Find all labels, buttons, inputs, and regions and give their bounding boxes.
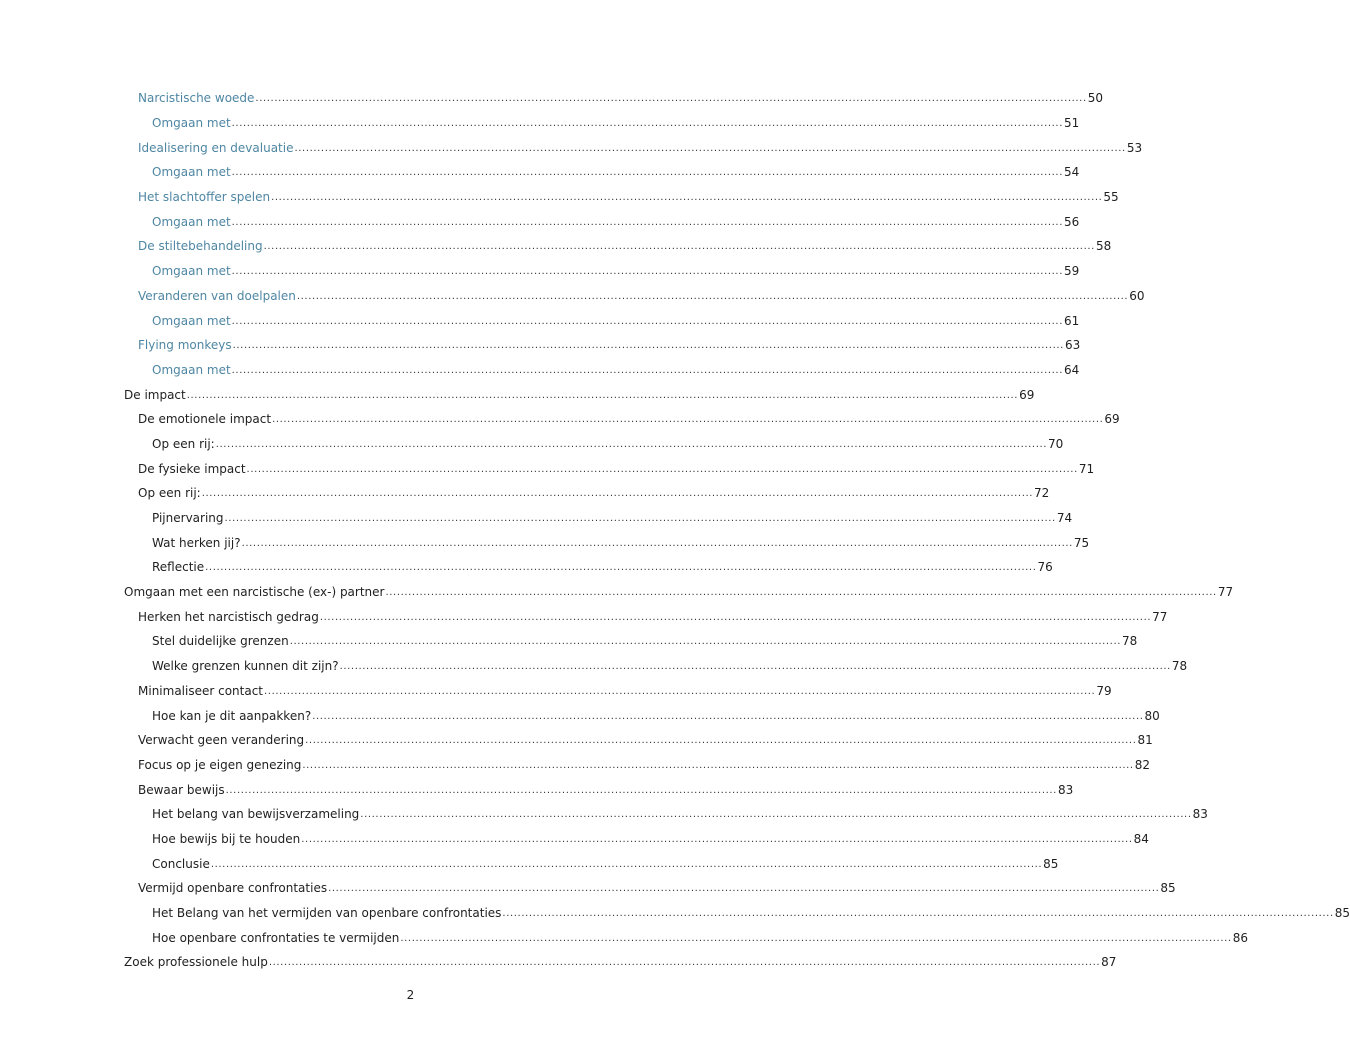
toc-entry bbox=[0, 407, 1120, 432]
dot-leader: ............................................................................................................................................................................................................................ bbox=[255, 93, 1087, 105]
toc-entry bbox=[0, 382, 1035, 407]
toc-entry-page: 53 bbox=[1126, 140, 1143, 155]
toc-entry-title: Zoek professionele hulp bbox=[124, 955, 268, 970]
toc-entry-title[interactable]: Omgaan met bbox=[152, 362, 231, 377]
dot-leader: ............................................................................................................................................................................................................................ bbox=[225, 784, 1057, 796]
toc-entry-page: 77 bbox=[1152, 609, 1168, 624]
toc-entry-page: 77 bbox=[1217, 585, 1234, 600]
toc-entry[interactable] bbox=[0, 259, 1080, 284]
toc-entry-title: Vermijd openbare confrontaties bbox=[138, 881, 328, 896]
toc-entry[interactable] bbox=[0, 358, 1080, 383]
toc-entry-title: Welke grenzen kunnen dit zijn? bbox=[152, 659, 339, 674]
toc-entry-title[interactable]: Flying monkeys bbox=[138, 338, 232, 353]
dot-leader: ............................................................................................................................................................................................................................ bbox=[339, 661, 1171, 673]
toc-entry bbox=[0, 679, 1112, 704]
toc-entry-title: Het belang van bewijsverzameling bbox=[152, 807, 360, 822]
dot-leader: ............................................................................................................................................................................................................................ bbox=[502, 908, 1334, 920]
dot-leader: ............................................................................................................................................................................................................................ bbox=[271, 192, 1103, 204]
toc-entry[interactable] bbox=[0, 135, 1143, 160]
dot-leader: ............................................................................................................................................................................................................................ bbox=[400, 932, 1232, 944]
toc-entry-page: 60 bbox=[1129, 288, 1145, 303]
toc-entry-title: Verwacht geen verandering bbox=[138, 733, 305, 748]
toc-entry-page: 87 bbox=[1101, 955, 1117, 970]
toc-entry-title: Hoe kan je dit aanpakken? bbox=[152, 708, 312, 723]
toc-entry-page: 69 bbox=[1019, 387, 1035, 402]
toc-entry-page: 85 bbox=[1160, 881, 1176, 896]
dot-leader: ............................................................................................................................................................................................................................ bbox=[210, 858, 1043, 870]
toc-entry bbox=[0, 777, 1074, 802]
dot-leader: ............................................................................................................................................................................................................................ bbox=[272, 414, 1104, 426]
toc-entry-page: 63 bbox=[1064, 338, 1081, 353]
toc-entry-title[interactable]: Het slachtoffer spelen bbox=[138, 190, 271, 205]
toc-entry-page: 69 bbox=[1104, 412, 1120, 427]
toc-entry-page: 56 bbox=[1063, 214, 1080, 229]
toc-entry[interactable] bbox=[0, 284, 1145, 309]
dot-leader: ............................................................................................................................................................................................................................ bbox=[302, 759, 1134, 771]
toc-entry[interactable] bbox=[0, 209, 1080, 234]
toc-entry bbox=[0, 950, 1117, 975]
dot-leader: ............................................................................................................................................................................................................................ bbox=[201, 488, 1034, 500]
dot-leader: ............................................................................................................................................................................................................................ bbox=[264, 685, 1096, 697]
toc-entry-page: 70 bbox=[1048, 436, 1064, 451]
dot-leader: ............................................................................................................................................................................................................................ bbox=[186, 389, 1019, 401]
toc-entry-title: De fysieke impact bbox=[138, 461, 246, 476]
toc-entry bbox=[0, 555, 1053, 580]
toc-entry-title[interactable]: De stiltebehandeling bbox=[138, 239, 263, 254]
toc-entry-page: 59 bbox=[1063, 264, 1080, 279]
toc-entry bbox=[0, 481, 1050, 506]
dot-leader: ............................................................................................................................................................................................................................ bbox=[385, 587, 1217, 599]
dot-leader: ............................................................................................................................................................................................................................ bbox=[301, 833, 1133, 845]
toc-entry-page: 74 bbox=[1056, 511, 1073, 526]
dot-leader: ............................................................................................................................................................................................................................ bbox=[312, 710, 1144, 722]
toc-entry-page: 84 bbox=[1133, 831, 1149, 846]
dot-leader: ............................................................................................................................................................................................................................ bbox=[263, 241, 1095, 253]
toc-entry-title: Omgaan met een narcistische (ex-) partner bbox=[124, 585, 385, 600]
toc-entry-page: 81 bbox=[1137, 733, 1153, 748]
dot-leader: ............................................................................................................................................................................................................................ bbox=[215, 438, 1048, 450]
toc-entry-title: Het Belang van het vermijden van openbare confrontaties bbox=[152, 906, 502, 921]
dot-leader: ............................................................................................................................................................................................................................ bbox=[224, 513, 1056, 525]
toc-entry bbox=[0, 851, 1059, 876]
toc-entry-title[interactable]: Omgaan met bbox=[152, 313, 231, 328]
toc-entry-page: 78 bbox=[1171, 659, 1188, 674]
toc-entry-title: De emotionele impact bbox=[138, 412, 272, 427]
dot-leader: ............................................................................................................................................................................................................................ bbox=[232, 340, 1064, 352]
toc-entry-title[interactable]: Omgaan met bbox=[152, 264, 231, 279]
toc-entry[interactable] bbox=[0, 111, 1080, 136]
toc-entry-page: 50 bbox=[1087, 91, 1104, 106]
toc-entry[interactable] bbox=[0, 185, 1119, 210]
toc-entry-page: 79 bbox=[1096, 683, 1112, 698]
toc-entry-title[interactable]: Narcistische woede bbox=[138, 91, 255, 106]
toc-entry-title: Pijnervaring bbox=[152, 511, 224, 526]
toc-entry-title: Bewaar bewijs bbox=[138, 782, 225, 797]
dot-leader: ............................................................................................................................................................................................................................ bbox=[241, 537, 1073, 549]
dot-leader: ............................................................................................................................................................................................................................ bbox=[328, 883, 1160, 895]
toc-entry[interactable] bbox=[0, 160, 1080, 185]
toc-entry bbox=[0, 432, 1064, 457]
toc-entry-title: Herken het narcistisch gedrag bbox=[138, 609, 319, 624]
dot-leader: ............................................................................................................................................................................................................................ bbox=[231, 266, 1063, 278]
toc-entry-title: Wat herken jij? bbox=[152, 535, 241, 550]
toc-entry-page: 72 bbox=[1034, 486, 1050, 501]
toc-entry-title[interactable]: Veranderen van doelpalen bbox=[138, 288, 296, 303]
toc-entry-page: 86 bbox=[1232, 930, 1248, 945]
toc-entry-title: Stel duidelijke grenzen bbox=[152, 634, 289, 649]
dot-leader: ............................................................................................................................................................................................................................ bbox=[294, 142, 1126, 154]
toc-entry[interactable] bbox=[0, 308, 1080, 333]
toc-entry-title: Reflectie bbox=[152, 560, 205, 575]
toc-entry bbox=[0, 629, 1138, 654]
toc-entry[interactable] bbox=[0, 333, 1081, 358]
toc-entry-page: 71 bbox=[1078, 461, 1095, 476]
toc-entry-title[interactable]: Omgaan met bbox=[152, 116, 231, 131]
toc-entry bbox=[0, 456, 1095, 481]
toc-entry-title: Focus op je eigen genezing bbox=[138, 757, 302, 772]
dot-leader: ............................................................................................................................................................................................................................ bbox=[231, 315, 1063, 327]
toc-entry-page: 61 bbox=[1063, 313, 1080, 328]
toc-entry-page: 76 bbox=[1037, 560, 1053, 575]
toc-entry-page: 64 bbox=[1063, 362, 1080, 377]
toc-entry-title: De impact bbox=[124, 387, 186, 402]
toc-entry-page: 51 bbox=[1063, 116, 1080, 131]
toc-entry bbox=[0, 580, 1234, 605]
toc-entry-page: 80 bbox=[1144, 708, 1160, 723]
toc-entry-title: Op een rij: bbox=[138, 486, 201, 501]
dot-leader: ............................................................................................................................................................................................................................ bbox=[289, 636, 1122, 648]
toc-entry-page: 82 bbox=[1134, 757, 1150, 772]
toc-entry bbox=[0, 654, 1188, 679]
dot-leader: ............................................................................................................................................................................................................................ bbox=[231, 118, 1063, 130]
toc-entry-page: 83 bbox=[1057, 782, 1074, 797]
toc-entry-title[interactable]: Idealisering en devaluatie bbox=[138, 140, 294, 155]
toc-entry bbox=[0, 876, 1176, 901]
dot-leader: ............................................................................................................................................................................................................................ bbox=[231, 167, 1063, 179]
dot-leader: ............................................................................................................................................................................................................................ bbox=[360, 809, 1192, 821]
toc-entry-title[interactable]: Omgaan met bbox=[152, 214, 231, 229]
toc-entry[interactable] bbox=[0, 86, 1104, 111]
toc-entry bbox=[0, 530, 1090, 555]
toc-entry-title: Conclusie bbox=[152, 856, 210, 871]
toc-entry-page: 58 bbox=[1095, 239, 1112, 254]
dot-leader: ............................................................................................................................................................................................................................ bbox=[246, 463, 1078, 475]
toc-entry bbox=[0, 703, 1160, 728]
toc-entry-page: 54 bbox=[1063, 165, 1080, 180]
toc-entry bbox=[0, 728, 1153, 753]
dot-leader: ............................................................................................................................................................................................................................ bbox=[268, 957, 1101, 969]
toc-entry-page: 85 bbox=[1043, 856, 1059, 871]
toc-entry[interactable] bbox=[0, 234, 1112, 259]
toc-entry-page: 85 bbox=[1334, 906, 1350, 921]
toc-entry-page: 83 bbox=[1192, 807, 1208, 822]
toc-entry bbox=[0, 753, 1150, 778]
toc-entry bbox=[0, 802, 1208, 827]
toc-entry bbox=[0, 925, 1248, 950]
toc-entry-title: Hoe bewijs bij te houden bbox=[152, 831, 301, 846]
toc-entry-title: Hoe openbare confrontaties te vermijden bbox=[152, 930, 400, 945]
toc-entry bbox=[0, 506, 1073, 531]
toc-entry-title[interactable]: Omgaan met bbox=[152, 165, 231, 180]
table-of-contents bbox=[0, 86, 1350, 975]
dot-leader: ............................................................................................................................................................................................................................ bbox=[231, 364, 1063, 376]
dot-leader: ............................................................................................................................................................................................................................ bbox=[305, 735, 1137, 747]
dot-leader: ............................................................................................................................................................................................................................ bbox=[205, 562, 1037, 574]
toc-entry bbox=[0, 901, 1350, 926]
toc-entry-page: 78 bbox=[1122, 634, 1138, 649]
dot-leader: ............................................................................................................................................................................................................................ bbox=[319, 611, 1152, 623]
toc-entry-title: Minimaliseer contact bbox=[138, 683, 264, 698]
toc-entry bbox=[0, 827, 1149, 852]
toc-entry-page: 75 bbox=[1073, 535, 1090, 550]
page-number: 2 bbox=[406, 988, 415, 1002]
dot-leader: ............................................................................................................................................................................................................................ bbox=[231, 216, 1063, 228]
toc-entry bbox=[0, 604, 1168, 629]
toc-entry-page: 55 bbox=[1103, 190, 1119, 205]
toc-entry-title: Op een rij: bbox=[152, 436, 215, 451]
dot-leader: ............................................................................................................................................................................................................................ bbox=[296, 290, 1129, 302]
